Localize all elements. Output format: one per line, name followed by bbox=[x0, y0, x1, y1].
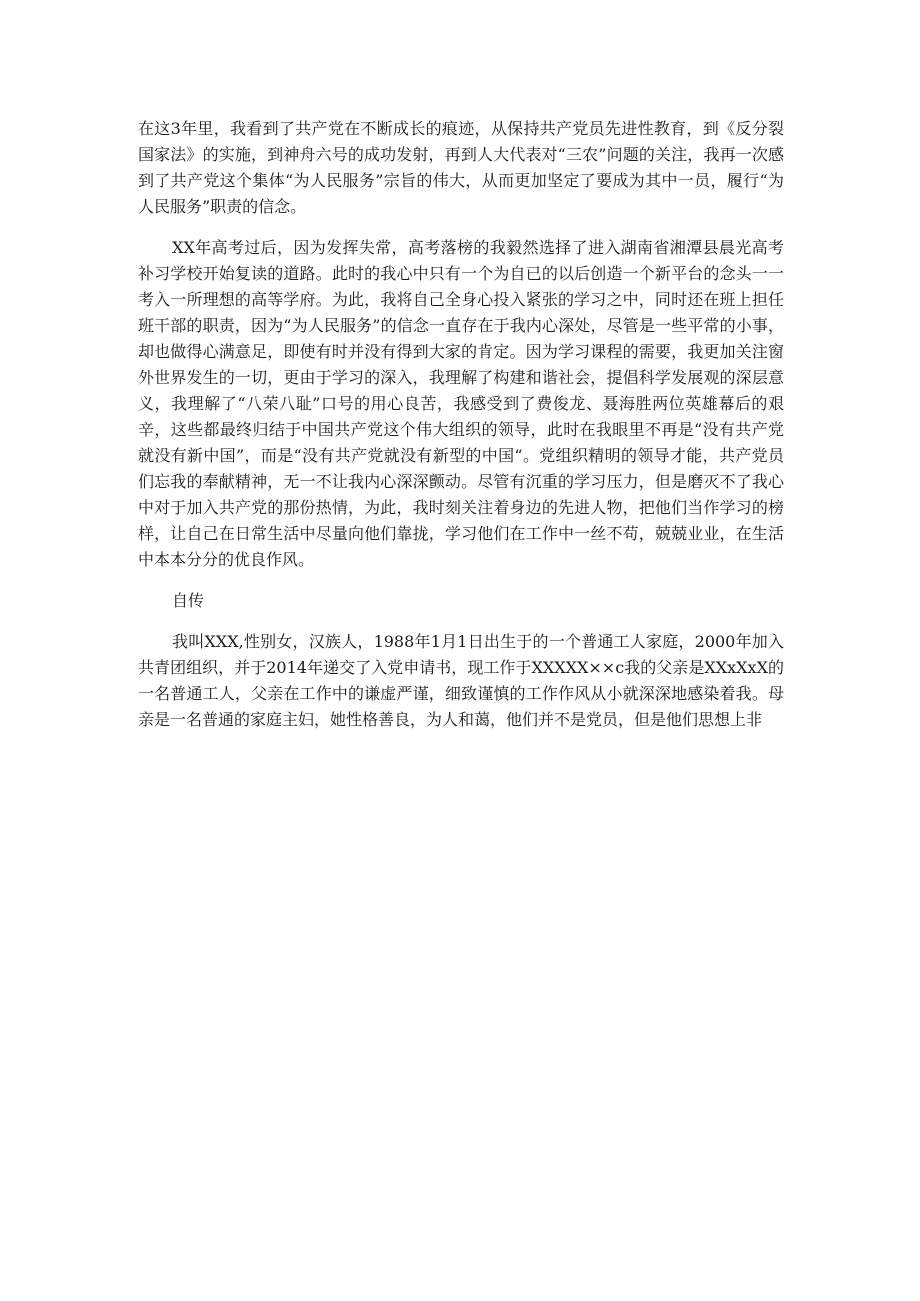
section-heading-autobiography: 自传 bbox=[172, 591, 205, 610]
paragraph-3: 我叫XXX,性别女，汉族人，1988年1月1日出生于的一个普通工人家庭，2000年加入共青团组织，并于2014年递交了入党申请书，现工作于XXXXX××c我的父亲是XXxXxX的一名普通工人，父亲在工作中的谦虚严谨，细致谨慎的工作作风从小就深深地感染着我。母亲是一名普通的家庭主妇，她性格善良，为人和蔼，他们并不是党员，但是他们思想上非 bbox=[138, 632, 784, 729]
paragraph-1: 在这3年里，我看到了共产党在不断成长的痕迹，从保持共产党员先进性教育，到《反分裂国家法》的实施，到神舟六号的成功发射，再到人大代表对“三农”问题的关注，我再一次感到了共产党这个集体“为人民服务”宗旨的伟大，从而更加坚定了要成为其中一员，履行“为人民服务”职责的信念。 bbox=[138, 119, 784, 216]
paragraph-2: XX年高考过后，因为发挥失常，高考落榜的我毅然选择了进入湖南省湘潭县晨光高考补习学校开始复读的道路。此时的我心中只有一个为自已的以后创造一个新平台的念头一一考入一所理想的高等学府。为此，我将自己全身心投入紧张的学习之中，同时还在班上担任班干部的职责，因为“为人民服务”的信念一直存在于我内心深处，尽管是一些平常的小事，却也做得心满意足，即使有时并没有得到大家的肯定。因为学习课程的需要，我更加关注窗外世界发生的一切，更由于学习的深入，我理解了构建和谐社会，提倡科学发展观的深层意义，我理解了“八荣八耻”口号的用心良苦，我感受到了费俊龙、聂海胜两位英雄幕后的艰辛，这些都最终归结于中国共产党这个伟大组织的领导，此时在我眼里不再是“没有共产党就没有新中国”，而是“没有共产党就没有新型的中国“。党组织精明的领导才能，共产党员们忘我的奉献精神，无一不让我内心深深颤动。尽管有沉重的学习压力，但是磨灭不了我心中对于加入共产党的那份热情，为此，我时刻关注着身边的先进人物，把他们当作学习的榜样，让自己在日常生活中尽量向他们靠拢，学习他们在工作中一丝不苟，兢兢业业，在生活中本本分分的优良作风。 bbox=[138, 238, 784, 569]
document-body bbox=[138, 116, 784, 748]
